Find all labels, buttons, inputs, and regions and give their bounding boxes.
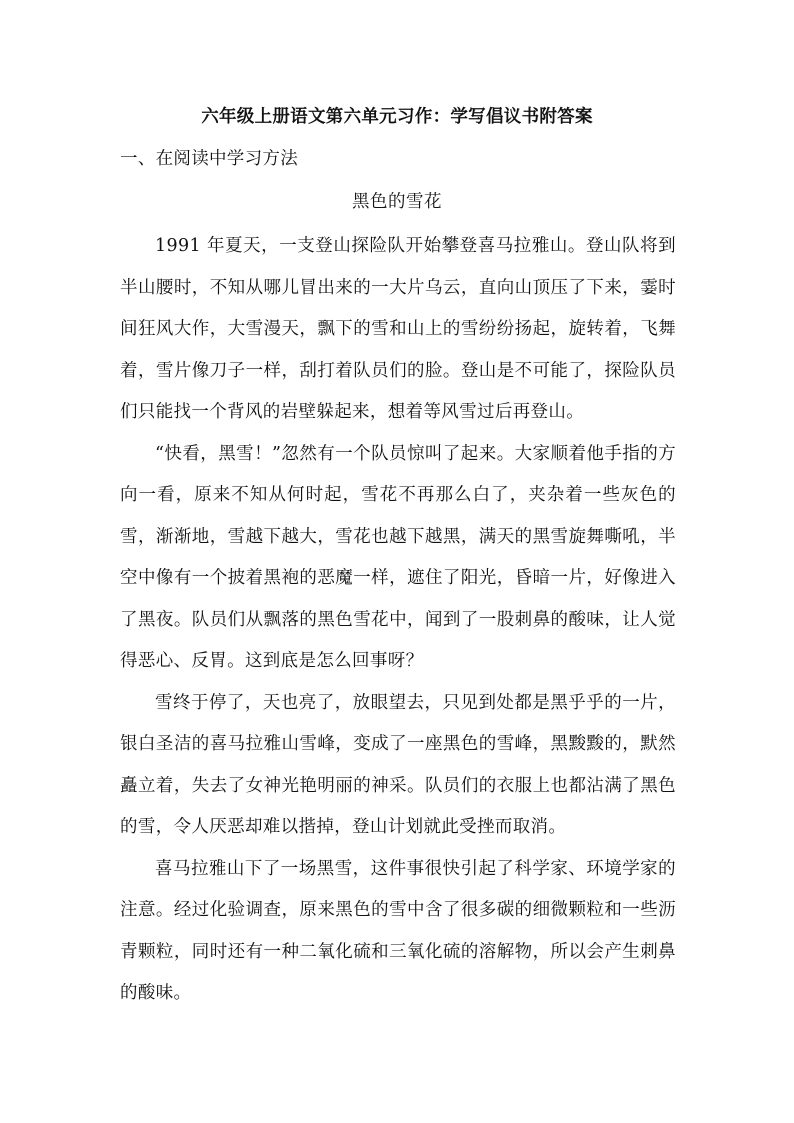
essay-body [120,226,676,1015]
section-heading: 一、在阅读中学习方法 [120,149,298,169]
essay-paragraph: 1991 年夏天，一支登山探险队开始攀登喜马拉雅山。登山队将到半山腰时，不知从哪儿冒出来的一大片乌云，直向山顶压了下来，霎时间狂风大作，大雪漫天，飘下的雪和山上的雪纷纷扬起，旋转着，飞舞着，雪片像刀子一样，刮打着队员们的脸。登山是不可能了，探险队员们只能找一个背风的岩壁躲起来，想着等风雪过后再登山。 [120,236,676,422]
essay-paragraph: “快看，黑雪！”忽然有一个队员惊叫了起来。大家顺着他手指的方向一看，原来不知从何时起，雪花不再那么白了，夹杂着一些灰色的雪，渐渐地，雪越下越大，雪花也越下越黑，满天的黑雪旋舞嘶吼，半空中像有一个披着黑袍的恶魔一样，遮住了阳光，昏暗一片，好像进入了黑夜。队员们从飘落的黑色雪花中，闻到了一股刺鼻的酸味，让人觉得恶心、反胃。这到底是怎么回事呀？ [120,443,676,671]
essay-paragraph: 喜马拉雅山下了一场黑雪，这件事很快引起了科学家、环境学家的注意。经过化验调查，原来黑色的雪中含了很多碳的细微颗粒和一些沥青颗粒，同时还有一种二氧化硫和三氧化硫的溶解物，所以会产生刺鼻的酸味。 [120,858,676,1003]
essay-paragraph: 雪终于停了，天也亮了，放眼望去，只见到处都是黑乎乎的一片，银白圣洁的喜马拉雅山雪峰，变成了一座黑色的雪峰，黑黢黢的，默然矗立着，失去了女神光艳明丽的神采。队员们的衣服上也都沾满了黑色的雪，令人厌恶却难以揩掉，登山计划就此受挫而取消。 [120,692,676,837]
document-title: 六年级上册语文第六单元习作：学写倡议书附答案 [201,107,593,127]
essay-title: 黑色的雪花 [352,192,442,212]
